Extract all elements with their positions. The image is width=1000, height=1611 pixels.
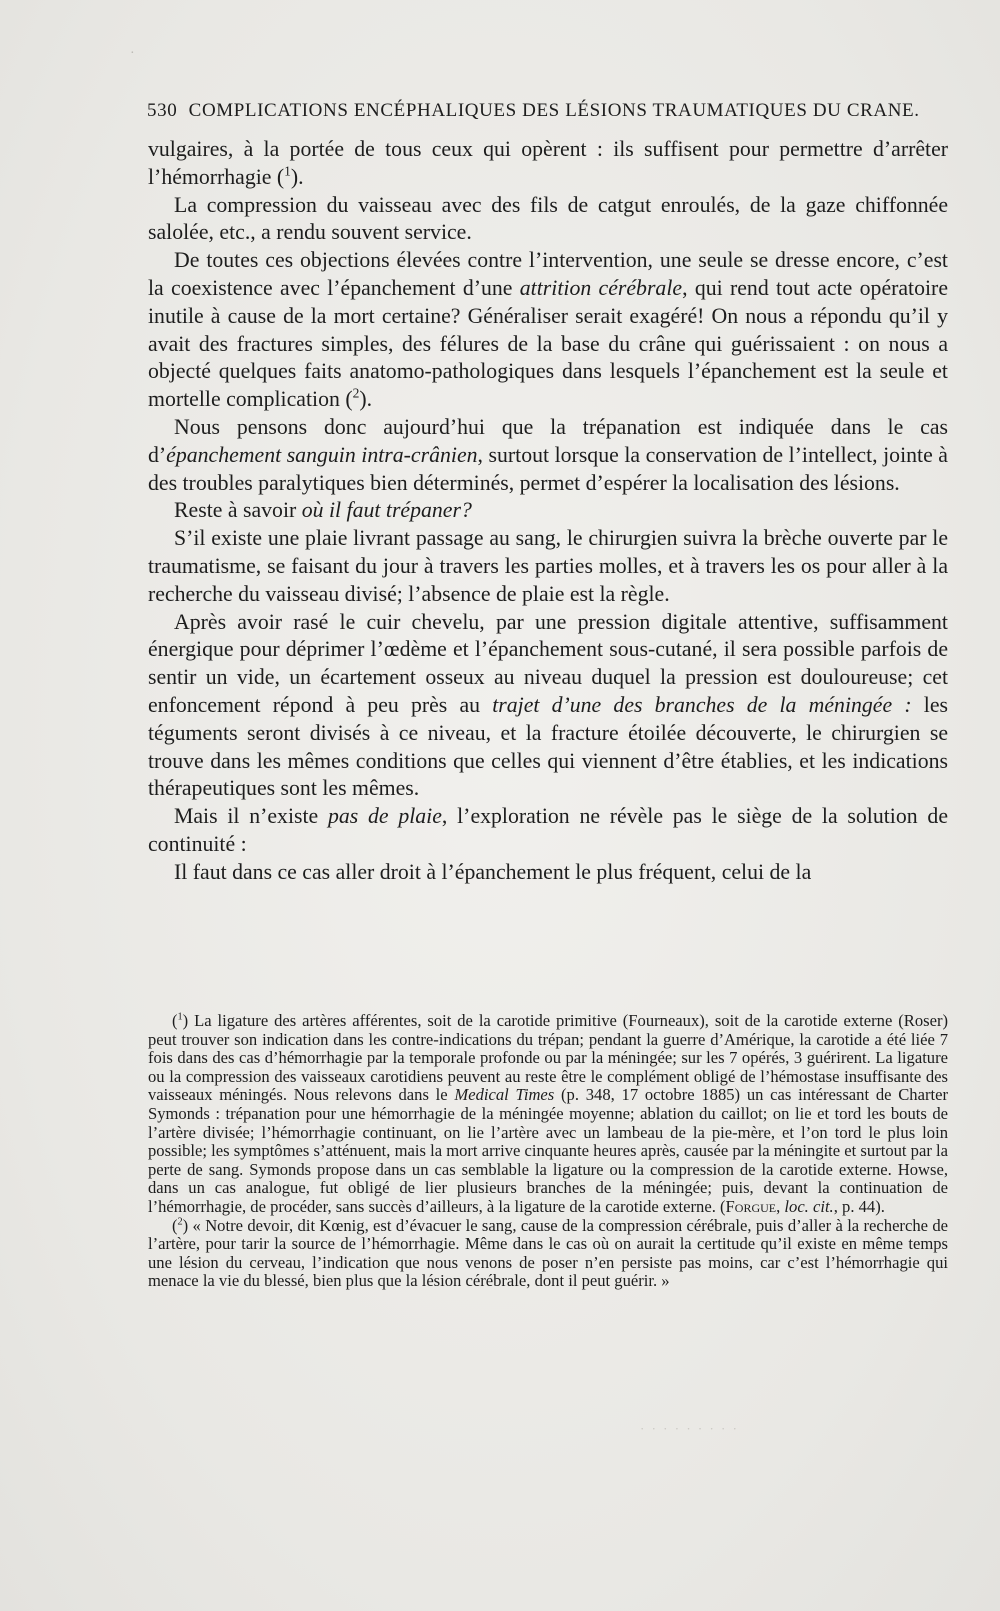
footnote-number: 2: [177, 1216, 183, 1227]
emphasis: Medical Times: [454, 1085, 555, 1105]
emphasis: trajet d’une des branches de la méningée :: [492, 692, 912, 717]
emphasis: attrition cérébrale: [519, 275, 683, 300]
paragraph-2: La compression du vaisseau avec des fils de catgut enroulés, de la gaze chiffonnée salolée, etc., a rendu souvent service.: [148, 192, 948, 245]
paragraph-6: S’il existe une plaie livrant passage au sang, le chirurgien suivra la brèche ouverte par le traumatisme, se faisant du jour à travers les parties molles, et à travers les os pour aller à la recherche du vaisseau divisé; l’absence de plaie est la règle.: [148, 526, 948, 606]
footnote-ref-1: 1: [284, 163, 291, 179]
footnote-number: 1: [177, 1011, 183, 1023]
paragraph-9: Il faut dans ce cas aller droit à l’épanchement le plus fréquent, celui de la: [174, 859, 812, 884]
bleed-through-text: · · · · · · · · ·: [640, 1421, 739, 1436]
emphasis: où il faut trépaner?: [301, 498, 472, 523]
footnotes: [148, 1012, 948, 1291]
running-header: [147, 100, 945, 122]
author-name: Forgue: [725, 1196, 777, 1216]
main-text: [148, 136, 948, 887]
paragraph-8: Mais il n’existe pas de plaie, l’exploration ne révèle pas le siège de la solution de continuité :: [148, 804, 948, 856]
paragraph-7: Après avoir rasé le cuir chevelu, par une pression digitale attentive, suffisamment énergique pour déprimer l’œdème et l’épanchement sous-cutané, il sera possible parfois de sentir un vide, un écartement osseux au niveau duquel la pression est douloureuse; cet enfoncement répond à peu près au trajet d’une des branches de la méningée : les téguments seront divisés à ce niveau, et la fracture étoilée découverte, le chirurgien se trouve dans les mêmes conditions que celles qui viennent d’être établies, et les indications thérapeutiques sont les mêmes.: [148, 609, 948, 801]
page-number: 530: [147, 100, 178, 121]
emphasis: pas de plaie: [327, 804, 442, 829]
footnote-1: ($^1$) La ligature des artères afférentes, soit de la carotide primitive (Fourneaux), soit de la carotide externe (Roser) peut trouver son indication dans les contre-indications du trépan; pendant la guerre d’Amérique, la carotide a été liée 7 fois dans des cas d’hémorrhagie par la temporale profonde ou par la méningée; sur les 7 opérés, 3 guérirent. La ligature ou la compression des vaisseaux carotidiens peuvent au reste être le complément obligé de l’hémostase insuffisante des vaisseaux méningés. Nous relevons dans le Medical Times (p. 348, 17 octobre 1885) un cas intéressant de Charter Symonds : trépanation pour une hémorrhagie de la méningée moyenne; ablation du caillot; on lie et tord les bouts de l’artère divisée; l’hémorrhagie continuant, on lie l’artère avec un lambeau de la pie-mère, et l’on tord le plus loin possible; les symptômes s’atténuent, mais la mort arrive cinquante heures après, causée par la méningite et surtout par la perte de sang. Symonds propose dans un cas semblable la ligature ou la compression de la carotide externe. Howse, dans un cas analogue, fut obligé de lier plusieurs branches de la méningée; puis, devant la continuation de l’hémorrhagie, de procéder, sans succès d’ailleurs, à la ligature de la carotide externe. (Forgue, loc. cit., p. 44).: [148, 1011, 948, 1216]
running-title: COMPLICATIONS ENCÉPHALIQUES DES LÉSIONS TRAUMATIQUES DU CRANE.: [188, 100, 920, 121]
page-speck: ·: [130, 46, 135, 61]
footnote-ref-2: 2: [352, 385, 360, 401]
paragraph-5: Reste à savoir où il faut trépaner?: [174, 498, 472, 523]
paragraph-1: vulgaires, à la portée de tous ceux qui opèrent : ils suffisent pour permettre d’arrêter l’hémorrhagie ($^1$).: [148, 137, 948, 189]
paragraph-4: Nous pensons donc aujourd’hui que la trépanation est indiquée dans le cas d’épanchement sanguin intra-crânien, surtout lorsque la conservation de l’intellect, jointe à des troubles paralytiques bien déterminés, permet d’espérer la localisation des lésions.: [148, 414, 948, 495]
paragraph-3: De toutes ces objections élevées contre l’intervention, une seule se dresse encore, c’est la coexistence avec l’épanchement d’une attrition cérébrale, qui rend tout acte opératoire inutile à cause de la mort certaine? Généraliser serait exagéré! On nous a répondu qu’il y avait des fractures simples, des félures de la base du crâne qui guérissaient : on nous a objecté quelques faits anatomo-pathologiques dans lesquels l’épanchement est la seule et mortelle complication ($^2$).: [148, 248, 948, 412]
footnote-2: ($^2$) « Notre devoir, dit Kœnig, est d’évacuer le sang, cause de la compression cérébrale, puis d’aller à la recherche de l’artère, pour tarir la source de l’hémorrhagie. Même dans le cas où on aurait la certitude qu’il existe en même temps une lésion du cerveau, l’indication que nous venons de poser n’en persiste pas moins, car c’est l’hémorrhagie qui menace la vie du blessé, bien plus que la lésion cérébrale, dont il peut guérir. »: [148, 1215, 948, 1291]
emphasis: loc. cit.: [784, 1196, 834, 1216]
emphasis: épanchement sanguin intra-crânien: [166, 442, 478, 467]
